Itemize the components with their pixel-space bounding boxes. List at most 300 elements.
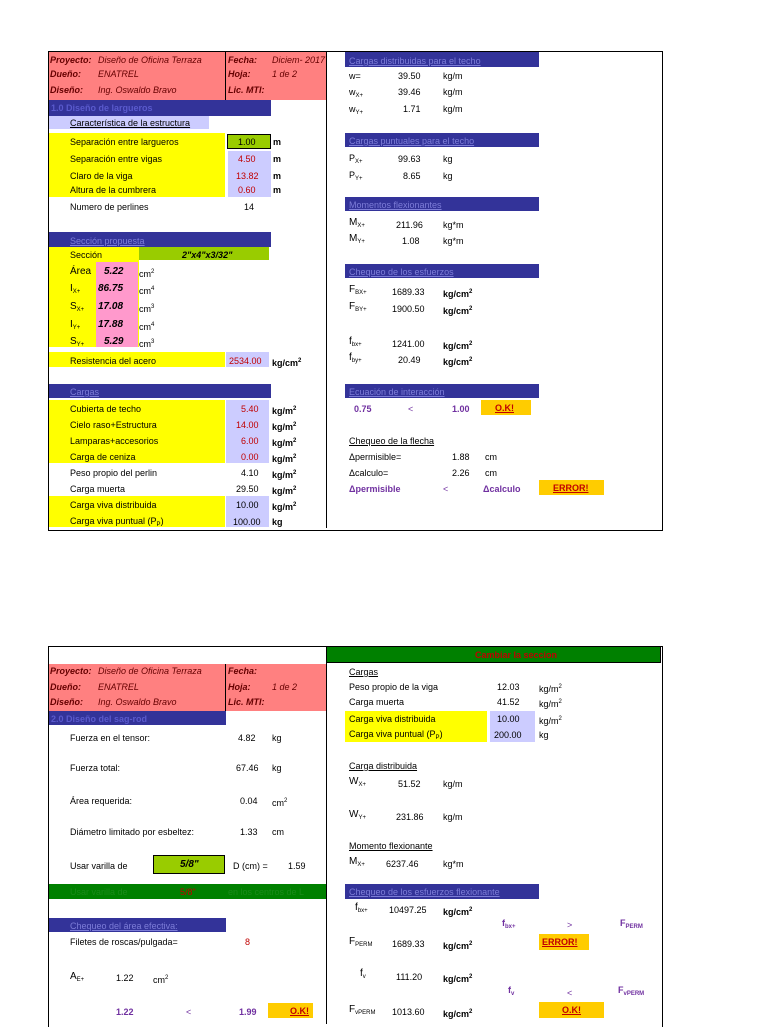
diametro-unit: cm	[272, 827, 284, 837]
prop-sub: X+	[72, 289, 81, 295]
fv-unit-text: kg/cm	[443, 974, 470, 984]
prop-sym	[70, 319, 80, 334]
fperm-unit-text: kg/cm	[443, 941, 470, 951]
p2-dist-unit: kg/m	[443, 812, 463, 822]
cheq-sym	[349, 284, 367, 299]
carga-value: 29.50	[236, 484, 259, 494]
carac-value[interactable]: 1.00	[238, 137, 256, 147]
carac-label: Claro de la viga	[70, 171, 133, 181]
p2-mom-sub: X+	[357, 862, 365, 868]
p2-mom-sym	[349, 856, 365, 871]
cheq-value: 1689.33	[392, 287, 425, 297]
p2-dist-title: Carga distribuida	[349, 761, 418, 771]
mom-unit: kg*m	[443, 236, 464, 246]
prop-unit	[139, 319, 154, 333]
hoja-value: 1 de 2	[272, 69, 298, 79]
proyecto-value: Diseño de Oficina Terraza	[98, 55, 202, 65]
carac-unit: m	[273, 137, 282, 147]
prop-unit	[139, 283, 154, 297]
mom-sub: X+	[357, 223, 365, 229]
prop-sub: Y+	[76, 342, 85, 348]
fv-sub: v	[362, 974, 366, 980]
cheq-sym	[349, 301, 367, 316]
cheq-unit-text: kg/cm	[443, 306, 470, 316]
p2-dist-value: 51.52	[398, 779, 421, 789]
header-divider	[225, 664, 226, 711]
resistencia-unit-text: kg/cm	[272, 358, 299, 368]
dist-sym	[349, 86, 363, 102]
eq-limit: 1.00	[452, 404, 470, 414]
fv-sym	[360, 968, 366, 983]
cheq-title: Chequeo de los esfuerzos	[349, 267, 454, 277]
cmp1-result: ERROR!	[542, 937, 578, 947]
cheq-sub: by+	[351, 358, 362, 364]
carga-unit-text: kg/m	[272, 438, 294, 448]
cmp1-op: >	[567, 920, 573, 930]
p2-carga-unit-text: kg/m	[539, 699, 559, 709]
cmp2-result: O.K!	[562, 1005, 581, 1015]
punt-title: Cargas puntuales para el techo	[349, 136, 475, 146]
seccion-value[interactable]: 2"x4"x3/32"	[182, 250, 233, 260]
cheq-unit-text: kg/cm	[443, 357, 470, 367]
area-title: Chequeo del área efectiva:	[70, 921, 178, 931]
fbx-sym	[355, 902, 368, 917]
p2-dist-sym-text: W	[349, 776, 359, 787]
fvperm-sub: vPERM	[355, 1010, 376, 1016]
carac-unit: m	[273, 171, 282, 181]
section-title-1: 1.0 Diseño de largueros	[51, 103, 153, 113]
area-req-unit-text: cm	[272, 798, 284, 808]
prop-exp: 2	[151, 269, 155, 275]
punt-sym	[349, 152, 363, 168]
carga-label: Carga viva puntual $(P_P)$	[70, 516, 164, 528]
ae-unit-text: cm	[153, 975, 165, 985]
diseno-label: Diseño:	[50, 697, 84, 707]
proyecto-label: Proyecto:	[50, 55, 92, 65]
prop-exp: 3	[151, 339, 155, 345]
fecha-label: Fecha:	[228, 666, 258, 676]
prop-unit-text: cm	[139, 304, 151, 314]
punt-value: 8.65	[403, 171, 421, 181]
resistencia-label: Resistencia del acero	[70, 356, 157, 366]
cheq-unit: $kg/cm^2$	[443, 289, 473, 299]
carac-label: Separación entre vigas	[70, 154, 163, 164]
mom-sub: Y+	[357, 239, 365, 245]
carac-label: Separación entre largueros	[70, 137, 179, 147]
prop-value: 5.29	[104, 336, 124, 347]
ae-sym	[70, 971, 84, 986]
dist-value: 39.50	[398, 71, 421, 81]
fv-value: 111.20	[396, 972, 423, 982]
prop-unit	[139, 266, 154, 280]
cmp2-b-text: F	[618, 985, 624, 995]
col-divider-2	[326, 663, 327, 1024]
p2-carga-value: 12.03	[497, 682, 520, 692]
p2-carga-unit-text: kg/m	[539, 716, 559, 726]
carac-value: 14	[244, 202, 255, 212]
green-row-a: Usar varilla de	[70, 887, 128, 897]
cmp2-op: <	[567, 988, 573, 998]
cmp2-a-text: f	[508, 985, 511, 995]
fuerza-total-value: 67.46	[236, 763, 259, 773]
carga-unit: $kg/m^2$	[272, 486, 297, 496]
prop-value: 17.88	[98, 319, 124, 330]
p2-carga-label: Carga muerta	[349, 697, 405, 707]
punt-sym-text: P	[349, 170, 356, 180]
flecha-cmp-op: <	[443, 484, 449, 494]
carga-value: 0.00	[241, 452, 259, 462]
cheq-sym-text: f	[349, 352, 352, 363]
green-row-c: en los centros de L	[228, 887, 305, 897]
filetes-value: 8	[245, 937, 251, 947]
carga-label: Cielo raso+Estructura	[70, 420, 157, 430]
prop-sym-text: S	[70, 336, 77, 347]
punt-unit: kg	[443, 171, 453, 181]
carga-unit-text: kg/m	[272, 470, 294, 480]
prop-unit-text: cm	[139, 339, 151, 349]
flecha-unit: cm	[485, 468, 497, 478]
carga-unit: $kg/m^2$	[272, 438, 297, 448]
hoja-value: 1 de 2	[272, 682, 298, 692]
fperm-unit: $kg/cm^2$	[443, 941, 473, 951]
p2-mom-sym-text: M	[349, 856, 358, 867]
fuerza-total-unit: kg	[272, 763, 282, 773]
cmp2-b-sub: vPERM	[623, 991, 645, 997]
carga-value: 4.10	[241, 468, 259, 478]
diametro-label: Diámetro limitado por esbeltez:	[70, 827, 195, 837]
cmp-a: 1.22	[116, 1007, 134, 1017]
p2-carga-unit: $kg/m^2$	[539, 699, 562, 709]
p2-carga-label: Peso propio de la viga	[349, 682, 439, 692]
diseno-value: Ing. Oswaldo Bravo	[98, 85, 177, 95]
carga-unit: $kg/m^2$	[272, 502, 297, 512]
punt-sym-text: P	[349, 153, 356, 163]
carga-label: Cubierta de techo	[70, 404, 142, 414]
seccion-label: Sección	[70, 250, 103, 260]
flecha-value: 1.88	[452, 452, 470, 462]
fecha-label: Fecha:	[228, 55, 258, 65]
cheq-unit: $kg/cm^2$	[443, 357, 473, 367]
prop-sym-text: I	[70, 319, 73, 330]
prop-sym-text: Área	[70, 266, 92, 277]
carac-value: 13.82	[236, 171, 259, 181]
hoja-label: Hoja:	[228, 682, 251, 692]
p2-carga-label: Carga viva distribuida	[349, 714, 436, 724]
carga-label-text: Carga viva puntual (P	[70, 516, 157, 526]
prop-exp: 3	[151, 304, 155, 310]
mom-sym-text: M	[349, 233, 358, 244]
prop-unit	[139, 301, 154, 315]
dueno-label: Dueño:	[50, 69, 81, 79]
ae-value: 1.22	[116, 973, 134, 983]
cheq-value: 1241.00	[392, 339, 425, 349]
carga-unit: $kg/m^2$	[272, 470, 297, 480]
resistencia-unit: $kg/cm^2$	[272, 358, 302, 368]
carga-value: 6.00	[241, 436, 259, 446]
p2-mom-unit: kg*m	[443, 859, 464, 869]
p2-dist-sym	[349, 776, 366, 791]
flecha-cmp-b: Δcalculo	[483, 484, 521, 494]
ae-sub: E+	[76, 977, 85, 983]
tensor-label: Fuerza en el tensor:	[70, 733, 151, 743]
cheq-sym	[349, 336, 362, 351]
cmp1-b-sub: PERM	[625, 924, 643, 930]
prop-unit-text: cm	[139, 269, 151, 279]
fbx-unit: $kg/cm^2$	[443, 907, 473, 917]
mom-value: 1.08	[402, 236, 420, 246]
p2-dist-sub: X+	[358, 782, 366, 788]
hoja-label: Hoja:	[228, 69, 251, 79]
prop-value: 5.22	[104, 266, 124, 277]
flecha-cmp-a: Δpermisible	[349, 484, 401, 494]
dist-sub: Y+	[355, 110, 364, 116]
carga-unit-text: kg/m	[272, 406, 294, 416]
prop-unit	[139, 336, 154, 350]
diametro-value: 1.33	[240, 827, 258, 837]
prop-value: 86.75	[98, 283, 124, 294]
prop-sym	[70, 266, 91, 278]
green-title[interactable]: Cambiar la seccion	[475, 650, 558, 660]
prop-sym	[70, 301, 84, 316]
cheq-unit: $kg/cm^2$	[443, 341, 473, 351]
cheq-sym-text: F	[349, 301, 356, 312]
dist-unit: kg/m	[443, 71, 463, 81]
fvperm-value: 1013.60	[392, 1007, 425, 1017]
fecha-value: Diciem- 2017	[272, 55, 326, 65]
area-req-unit: $cm^2$	[272, 798, 288, 808]
p2-carga-unit-text: kg/m	[539, 684, 559, 694]
fvperm-sym	[349, 1004, 375, 1019]
cheq-sub: bx+	[351, 342, 362, 348]
flecha-result: ERROR!	[553, 483, 589, 493]
filetes-label: Filetes de roscas/pulgada=	[70, 937, 178, 947]
fperm-value: 1689.33	[392, 939, 425, 949]
p2-carga-value: 200.00	[494, 730, 522, 740]
p2-dist-sub: Y+	[358, 815, 366, 821]
cheq-sub: BY+	[355, 307, 367, 313]
mom-value: 211.96	[396, 220, 423, 230]
flecha-value: 2.26	[452, 468, 470, 478]
seccion-title: Sección propuesta	[70, 236, 145, 246]
mom-title: Momentos flexionantes	[349, 200, 442, 210]
fvperm-unit: $kg/cm^2$	[443, 1009, 473, 1019]
varilla-label: Usar varilla de	[70, 861, 128, 871]
fvperm-unit-text: kg/cm	[443, 1009, 470, 1019]
cheq-unit-text: kg/cm	[443, 289, 470, 299]
carga-unit: $kg/m^2$	[272, 422, 297, 432]
p2-dist-sym-text: W	[349, 809, 359, 820]
fperm-sym	[349, 936, 372, 951]
cheq-sym-text: f	[349, 336, 352, 347]
flecha-title: Chequeo de la flecha	[349, 436, 435, 446]
eq-result: O.K!	[495, 403, 514, 413]
p2-carga-label-text: Carga viva puntual (P	[349, 729, 436, 739]
carga-value: 14.00	[236, 420, 259, 430]
prop-unit-text: cm	[139, 286, 151, 296]
dist-unit: kg/m	[443, 104, 463, 114]
prop-sub: Y+	[72, 325, 81, 331]
fbx-sub: bx+	[357, 908, 368, 914]
fv-sym-text: f	[360, 968, 363, 979]
dist-unit: kg/m	[443, 87, 463, 97]
carac-value: 0.60	[238, 185, 256, 195]
cmp-result: O.K!	[290, 1006, 309, 1016]
cheq-unit-text: kg/cm	[443, 341, 470, 351]
lic-label: Lic. MTI:	[228, 697, 265, 707]
p2-carga-label: Carga viva puntual $(P_P)$	[349, 729, 443, 741]
carga-unit-text: kg/m	[272, 422, 294, 432]
dueno-label: Dueño:	[50, 682, 81, 692]
carga-label: Lamparas+accesorios	[70, 436, 159, 446]
varilla-value[interactable]: 5/8"	[180, 859, 199, 870]
fv-unit: $kg/cm^2$	[443, 974, 473, 984]
flecha-unit: cm	[485, 452, 497, 462]
carga-value: 10.00	[236, 500, 259, 510]
ae-unit: $cm^2$	[153, 975, 169, 985]
col-divider-1	[326, 52, 327, 528]
cheq-sym-text: F	[349, 284, 356, 295]
dist-sym-text: w	[349, 104, 356, 114]
prop-sym	[70, 336, 84, 351]
area-req-label: Área requerida:	[70, 796, 133, 806]
tensor-value: 4.82	[238, 733, 256, 743]
carga-label: Peso propio del perlin	[70, 468, 158, 478]
area-req-value: 0.04	[240, 796, 258, 806]
punt-sub: Y+	[355, 176, 363, 182]
carga-unit-text: kg/m	[272, 486, 294, 496]
dist-sym-text: w	[349, 87, 356, 97]
prop-exp: 4	[151, 322, 155, 328]
carga-unit-text: kg/m	[272, 454, 294, 464]
prop-sym-text: S	[70, 301, 77, 312]
punt-sym	[349, 169, 363, 185]
header-divider	[225, 52, 226, 100]
carga-unit: $kg/m^2$	[272, 454, 297, 464]
p2-cargas-title: Cargas	[349, 667, 379, 677]
mom-unit: kg*m	[443, 220, 464, 230]
carga-unit-text: kg/m	[272, 502, 294, 512]
d-value: 1.59	[288, 861, 306, 871]
resistencia-value: 2534.00	[229, 356, 262, 366]
eq-value: 0.75	[354, 404, 372, 414]
dist-sub: X+	[355, 93, 364, 99]
prop-sym-text: I	[70, 283, 73, 294]
carac-value: 4.50	[238, 154, 256, 164]
mom-sym	[349, 233, 365, 248]
prop-sub: X+	[76, 307, 85, 313]
ae-sym-text: A	[70, 971, 77, 982]
carga-label: Carga viva distribuida	[70, 500, 157, 510]
proyecto-value: Diseño de Oficina Terraza	[98, 666, 202, 676]
p2-dist-sym	[349, 809, 366, 824]
section-title-2: 2.0 Diseño del sag-rod	[51, 714, 148, 724]
carac-title: Característica de la estructura	[70, 118, 191, 128]
mom-sym	[349, 217, 365, 232]
fperm-sym-text: F	[349, 936, 356, 947]
lic-label: Lic. MTI:	[228, 85, 265, 95]
cmp-op: <	[186, 1007, 192, 1017]
carga-value: 100.00	[233, 517, 261, 527]
p2-carga-unit: $kg/m^2$	[539, 684, 562, 694]
prop-exp: 4	[151, 286, 155, 292]
fuerza-total-label: Fuerza total:	[70, 763, 121, 773]
cmp1-b-text: F	[620, 918, 626, 928]
punt-sub: X+	[355, 159, 363, 165]
dist-sym	[349, 103, 363, 119]
flecha-label: Δcalculo=	[349, 468, 389, 478]
fbx-unit-text: kg/cm	[443, 907, 470, 917]
diseno-label: Diseño:	[50, 85, 84, 95]
cheq-unit: $kg/cm^2$	[443, 306, 473, 316]
cargas-title: Cargas	[70, 387, 100, 397]
eq-op: <	[408, 404, 414, 414]
cmp2-a	[508, 984, 514, 1000]
dist-value: 39.46	[398, 87, 421, 97]
carga-label: Carga muerta	[70, 484, 126, 494]
dist-sym-text: w=	[349, 71, 361, 81]
eq-title: Ecuación de interacción	[349, 387, 445, 397]
cheq-sym	[349, 352, 362, 367]
cmp2-b	[618, 984, 644, 1000]
carga-value: 5.40	[241, 404, 259, 414]
p2-carga-value: 41.52	[497, 697, 520, 707]
p2-carga-value: 10.00	[497, 714, 520, 724]
cmp1-b	[620, 917, 643, 933]
prop-sym	[70, 283, 80, 298]
fperm-sub: PERM	[355, 942, 373, 948]
carac-label: Altura de la cumbrera	[70, 185, 157, 195]
cmp1-a-sub: bx+	[505, 924, 516, 930]
p2-dist-value: 231.86	[396, 812, 424, 822]
cmp-b: 1.99	[239, 1007, 257, 1017]
p2-mom-value: 6237.46	[386, 859, 419, 869]
dueno-value: ENATREL	[98, 682, 139, 692]
dist-title: Cargas distribuidas para el techo	[349, 56, 481, 66]
cheq-value: 20.49	[398, 355, 421, 365]
punt-value: 99.63	[398, 154, 421, 164]
proyecto-label: Proyecto:	[50, 666, 92, 676]
punt-unit: kg	[443, 154, 453, 164]
dueno-value: ENATREL	[98, 69, 139, 79]
carac-label: Numero de perlines	[70, 202, 149, 212]
d-label: D (cm) =	[233, 861, 268, 871]
flecha-label: Δpermisible=	[349, 452, 402, 462]
fvperm-sym-text: F	[349, 1004, 356, 1015]
fbx-value: 10497.25	[389, 905, 427, 915]
cheq-value: 1900.50	[392, 304, 425, 314]
prop-value: 17.08	[98, 301, 124, 312]
fbx-sym-text: f	[355, 902, 358, 913]
carga-unit: $kg/m^2$	[272, 406, 297, 416]
cheq-sub: BX+	[355, 290, 367, 296]
dist-sym	[349, 70, 361, 82]
carga-unit: kg	[272, 517, 283, 527]
diseno-value: Ing. Oswaldo Bravo	[98, 697, 177, 707]
prop-unit-text: cm	[139, 322, 151, 332]
p2-mom-title: Momento flexionante	[349, 841, 433, 851]
dist-value: 1.71	[403, 104, 421, 114]
carga-label: Carga de ceniza	[70, 452, 136, 462]
cmp2-a-sub: v	[511, 991, 515, 997]
green-row-b: 5/8"	[180, 887, 196, 897]
tensor-unit: kg	[272, 733, 282, 743]
p2-dist-unit: kg/m	[443, 779, 463, 789]
p2-carga-unit: $kg/m^2$	[539, 716, 562, 726]
cmp1-a	[502, 917, 516, 933]
carac-unit: m	[273, 154, 282, 164]
mom-sym-text: M	[349, 217, 358, 228]
carac-unit: m	[273, 185, 282, 195]
